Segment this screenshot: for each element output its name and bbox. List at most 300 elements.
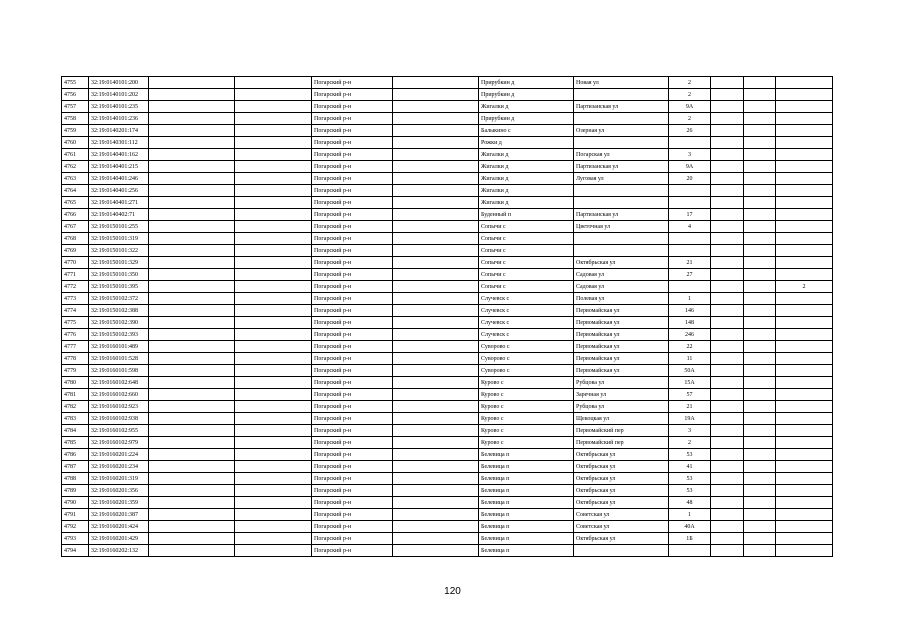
cell-col-6 [393, 293, 479, 305]
cell-col-6 [393, 221, 479, 233]
cell-col-11 [744, 545, 776, 557]
cell-settlement: Курово с [479, 425, 574, 437]
table-row [62, 89, 833, 101]
cell-cadastral-number: 32:19:0160102:938 [89, 413, 149, 425]
cell-col-6 [393, 197, 479, 209]
cell-col-11 [744, 209, 776, 221]
cell-col-11 [744, 521, 776, 533]
cell-house-number: 11 [669, 353, 711, 365]
cell-street: Партизанская ул [574, 209, 669, 221]
table-row [62, 257, 833, 269]
cell-street: Луговая ул [574, 173, 669, 185]
table-row [62, 413, 833, 425]
cell-col-4 [235, 113, 312, 125]
cell-col-6 [393, 269, 479, 281]
cell-col-3 [149, 365, 235, 377]
cell-col-4 [235, 101, 312, 113]
table-row [62, 473, 833, 485]
cell-col-11 [744, 473, 776, 485]
table-row [62, 449, 833, 461]
cell-col-10 [711, 509, 744, 521]
cell-house-number: 3 [669, 425, 711, 437]
cell-col-10 [711, 473, 744, 485]
cell-col-11 [744, 305, 776, 317]
cell-col-4 [235, 173, 312, 185]
cell-district: Погарский р-н [312, 353, 393, 365]
cell-col-4 [235, 353, 312, 365]
cell-district: Погарский р-н [312, 209, 393, 221]
cell-street: Цветочная ул [574, 221, 669, 233]
cell-col-11 [744, 413, 776, 425]
cell-col-3 [149, 185, 235, 197]
cell-col-3 [149, 281, 235, 293]
cell-col-6 [393, 461, 479, 473]
cell-col-10 [711, 185, 744, 197]
cell-street [574, 113, 669, 125]
cell-col-6 [393, 509, 479, 521]
table-row [62, 533, 833, 545]
table-row [62, 245, 833, 257]
cell-col-12 [776, 233, 833, 245]
cell-col-11 [744, 77, 776, 89]
cell-col-10 [711, 497, 744, 509]
cell-street: Октябрьская ул [574, 485, 669, 497]
table-row [62, 461, 833, 473]
cell-col-3 [149, 329, 235, 341]
cell-district: Погарский р-н [312, 269, 393, 281]
cell-col-6 [393, 89, 479, 101]
cell-col-3 [149, 77, 235, 89]
cell-cadastral-number: 32:19:0160201:429 [89, 533, 149, 545]
cell-cadastral-number: 32:19:0150101:319 [89, 233, 149, 245]
cell-col-4 [235, 305, 312, 317]
cell-col-12 [776, 89, 833, 101]
cell-col-10 [711, 233, 744, 245]
cell-settlement: Сопычи с [479, 257, 574, 269]
table-row [62, 305, 833, 317]
cell-col-6 [393, 233, 479, 245]
cell-col-3 [149, 425, 235, 437]
cell-col-6 [393, 425, 479, 437]
cell-col-3 [149, 377, 235, 389]
cell-col-12 [776, 497, 833, 509]
cell-street: Садовая ул [574, 269, 669, 281]
cell-col-4 [235, 461, 312, 473]
cell-col-6 [393, 473, 479, 485]
cell-district: Погарский р-н [312, 221, 393, 233]
cell-col-6 [393, 173, 479, 185]
cell-record-number: 4780 [62, 377, 89, 389]
cell-record-number: 4794 [62, 545, 89, 557]
cell-house-number: 21 [669, 401, 711, 413]
cell-col-11 [744, 257, 776, 269]
cell-street: Октябрьская ул [574, 449, 669, 461]
cell-col-12 [776, 377, 833, 389]
cell-settlement: Курово с [479, 401, 574, 413]
cell-cadastral-number: 32:19:0150102:390 [89, 317, 149, 329]
cell-col-10 [711, 257, 744, 269]
cell-col-10 [711, 245, 744, 257]
cell-district: Погарский р-н [312, 161, 393, 173]
cell-col-12 [776, 245, 833, 257]
cell-district: Погарский р-н [312, 461, 393, 473]
table-row [62, 173, 833, 185]
cell-record-number: 4767 [62, 221, 89, 233]
cell-district: Погарский р-н [312, 437, 393, 449]
cell-district: Погарский р-н [312, 521, 393, 533]
cell-record-number: 4784 [62, 425, 89, 437]
cell-record-number: 4774 [62, 305, 89, 317]
table-row [62, 125, 833, 137]
cell-cadastral-number: 32:19:0150101:350 [89, 269, 149, 281]
cell-col-6 [393, 149, 479, 161]
cell-house-number [669, 545, 711, 557]
cell-col-4 [235, 533, 312, 545]
cell-cadastral-number: 32:19:0150102:393 [89, 329, 149, 341]
cell-col-3 [149, 197, 235, 209]
cell-street: Октябрьская ул [574, 497, 669, 509]
cell-col-6 [393, 353, 479, 365]
cell-settlement: Курово с [479, 389, 574, 401]
cell-col-10 [711, 305, 744, 317]
cell-record-number: 4792 [62, 521, 89, 533]
cell-house-number: 148 [669, 317, 711, 329]
cell-settlement: Суворово с [479, 365, 574, 377]
cell-house-number: 2 [669, 89, 711, 101]
cell-col-11 [744, 353, 776, 365]
cell-record-number: 4783 [62, 413, 89, 425]
cell-street: Садовая ул [574, 281, 669, 293]
cell-col-6 [393, 101, 479, 113]
cell-record-number: 4778 [62, 353, 89, 365]
cell-col-4 [235, 233, 312, 245]
cell-district: Погарский р-н [312, 425, 393, 437]
cell-house-number: 53 [669, 485, 711, 497]
cell-col-6 [393, 257, 479, 269]
table-row [62, 497, 833, 509]
cell-record-number: 4766 [62, 209, 89, 221]
cell-col-6 [393, 245, 479, 257]
cell-col-11 [744, 269, 776, 281]
cell-house-number: 15А [669, 377, 711, 389]
cell-cadastral-number: 32:19:0140101:236 [89, 113, 149, 125]
cell-col-4 [235, 521, 312, 533]
cell-col-3 [149, 161, 235, 173]
cell-col-6 [393, 341, 479, 353]
cell-record-number: 4761 [62, 149, 89, 161]
table-row [62, 221, 833, 233]
cell-house-number: 9А [669, 101, 711, 113]
cell-settlement: Белевица п [479, 497, 574, 509]
cell-col-12 [776, 341, 833, 353]
cell-district: Погарский р-н [312, 77, 393, 89]
cell-settlement: Суворово с [479, 353, 574, 365]
cell-col-6 [393, 365, 479, 377]
cell-house-number: 17 [669, 209, 711, 221]
cell-cadastral-number: 32:19:0160201:319 [89, 473, 149, 485]
cell-col-4 [235, 161, 312, 173]
cell-cadastral-number: 32:19:0140301:112 [89, 137, 149, 149]
cell-col-4 [235, 149, 312, 161]
cell-col-3 [149, 353, 235, 365]
cell-col-10 [711, 377, 744, 389]
table-row [62, 329, 833, 341]
cell-col-4 [235, 185, 312, 197]
cell-record-number: 4790 [62, 497, 89, 509]
cell-settlement: Белевица п [479, 509, 574, 521]
cell-col-11 [744, 185, 776, 197]
cell-settlement: Белевица п [479, 449, 574, 461]
cell-col-4 [235, 89, 312, 101]
cell-col-4 [235, 509, 312, 521]
cell-record-number: 4772 [62, 281, 89, 293]
cell-col-4 [235, 377, 312, 389]
cell-house-number: 20 [669, 173, 711, 185]
cell-cadastral-number: 32:19:0160201:234 [89, 461, 149, 473]
cell-district: Погарский р-н [312, 509, 393, 521]
cell-district: Погарский р-н [312, 149, 393, 161]
cell-cadastral-number: 32:19:0140401:162 [89, 149, 149, 161]
cell-col-10 [711, 281, 744, 293]
cell-street: Полевая ул [574, 293, 669, 305]
cell-settlement: Сопычи с [479, 245, 574, 257]
table-row [62, 161, 833, 173]
table-row [62, 233, 833, 245]
cell-district: Погарский р-н [312, 341, 393, 353]
cell-street: Рубцова ул [574, 377, 669, 389]
table-row [62, 353, 833, 365]
cell-settlement: Жигалки д [479, 185, 574, 197]
table-row [62, 317, 833, 329]
cell-house-number: 19А [669, 413, 711, 425]
cell-col-4 [235, 281, 312, 293]
cell-col-6 [393, 437, 479, 449]
cell-col-4 [235, 257, 312, 269]
cell-settlement: Белевица п [479, 485, 574, 497]
cell-col-10 [711, 77, 744, 89]
cell-record-number: 4756 [62, 89, 89, 101]
cell-col-3 [149, 317, 235, 329]
cell-cadastral-number: 32:19:0160101:598 [89, 365, 149, 377]
cell-col-11 [744, 509, 776, 521]
cell-col-10 [711, 101, 744, 113]
cell-col-4 [235, 449, 312, 461]
cell-house-number: 22 [669, 341, 711, 353]
cell-col-11 [744, 89, 776, 101]
cell-settlement: Прирубкин д [479, 89, 574, 101]
cell-settlement: Жигалки д [479, 101, 574, 113]
cell-house-number: 26 [669, 125, 711, 137]
cell-street: Новая ул [574, 77, 669, 89]
cell-col-11 [744, 437, 776, 449]
cell-house-number: 246 [669, 329, 711, 341]
table-row [62, 545, 833, 557]
cell-street: Первомайская ул [574, 329, 669, 341]
cell-cadastral-number: 32:19:0160102:955 [89, 425, 149, 437]
cell-district: Погарский р-н [312, 125, 393, 137]
cell-settlement: Сопычи с [479, 281, 574, 293]
cell-cadastral-number: 32:19:0150102:388 [89, 305, 149, 317]
cell-col-12 [776, 185, 833, 197]
table-body [62, 77, 833, 557]
cell-district: Погарский р-н [312, 545, 393, 557]
cell-record-number: 4765 [62, 197, 89, 209]
cell-record-number: 4773 [62, 293, 89, 305]
cell-record-number: 4779 [62, 365, 89, 377]
cell-col-10 [711, 137, 744, 149]
cell-col-12 [776, 317, 833, 329]
cell-street: Октябрьская ул [574, 473, 669, 485]
table-row [62, 425, 833, 437]
cell-col-10 [711, 401, 744, 413]
cell-cadastral-number: 32:19:0160101:489 [89, 341, 149, 353]
cell-cadastral-number: 32:19:0140101:235 [89, 101, 149, 113]
cell-district: Погарский р-н [312, 389, 393, 401]
cell-district: Погарский р-н [312, 401, 393, 413]
cell-col-12 [776, 401, 833, 413]
cell-district: Погарский р-н [312, 257, 393, 269]
cell-col-11 [744, 125, 776, 137]
cell-col-3 [149, 149, 235, 161]
cell-col-10 [711, 317, 744, 329]
table-row [62, 209, 833, 221]
cell-district: Погарский р-н [312, 293, 393, 305]
cell-house-number: 2 [669, 77, 711, 89]
cell-col-6 [393, 401, 479, 413]
cell-col-6 [393, 497, 479, 509]
cell-col-11 [744, 221, 776, 233]
cell-col-3 [149, 545, 235, 557]
cell-house-number: 1 [669, 293, 711, 305]
cell-col-10 [711, 341, 744, 353]
table-row [62, 365, 833, 377]
registry-table [61, 76, 833, 557]
cell-settlement: Курово с [479, 437, 574, 449]
cell-street: Первомайский пер [574, 437, 669, 449]
cell-col-11 [744, 245, 776, 257]
cell-house-number [669, 137, 711, 149]
cell-house-number: 4 [669, 221, 711, 233]
cell-street: Щекоцкая ул [574, 413, 669, 425]
cell-col-12 [776, 425, 833, 437]
cell-col-12 [776, 533, 833, 545]
cell-col-12 [776, 449, 833, 461]
cell-col-3 [149, 473, 235, 485]
cell-house-number: 1Б [669, 533, 711, 545]
table-row [62, 197, 833, 209]
cell-settlement: Белевица п [479, 461, 574, 473]
table-row [62, 269, 833, 281]
cell-district: Погарский р-н [312, 197, 393, 209]
cell-col-11 [744, 533, 776, 545]
cell-col-6 [393, 485, 479, 497]
cell-col-12 [776, 221, 833, 233]
cell-col-4 [235, 425, 312, 437]
cell-record-number: 4785 [62, 437, 89, 449]
cell-col-3 [149, 509, 235, 521]
cell-col-4 [235, 545, 312, 557]
cell-settlement: Рожки д [479, 137, 574, 149]
cell-col-4 [235, 245, 312, 257]
cell-street [574, 545, 669, 557]
cell-record-number: 4760 [62, 137, 89, 149]
cell-house-number: 2 [669, 437, 711, 449]
cell-col-6 [393, 377, 479, 389]
table-row [62, 113, 833, 125]
cell-cadastral-number: 32:19:0140101:202 [89, 89, 149, 101]
cell-cadastral-number: 32:19:0160102:648 [89, 377, 149, 389]
cell-col-12 [776, 545, 833, 557]
cell-col-11 [744, 497, 776, 509]
cell-settlement: Жигалки д [479, 149, 574, 161]
cell-cadastral-number: 32:19:0140101:200 [89, 77, 149, 89]
cell-col-12 [776, 365, 833, 377]
cell-col-11 [744, 329, 776, 341]
cell-house-number: 53 [669, 473, 711, 485]
cell-col-6 [393, 329, 479, 341]
cell-cadastral-number: 32:19:0150101:255 [89, 221, 149, 233]
cell-col-10 [711, 425, 744, 437]
cell-col-3 [149, 341, 235, 353]
cell-col-11 [744, 461, 776, 473]
cell-col-11 [744, 161, 776, 173]
cell-house-number: 146 [669, 305, 711, 317]
cell-district: Погарский р-н [312, 101, 393, 113]
cell-col-4 [235, 77, 312, 89]
cell-col-6 [393, 209, 479, 221]
cell-settlement: Прирубкин д [479, 113, 574, 125]
cell-settlement: Сопычи с [479, 221, 574, 233]
cell-col-10 [711, 461, 744, 473]
cell-district: Погарский р-н [312, 89, 393, 101]
cell-district: Погарский р-н [312, 329, 393, 341]
cell-col-12 [776, 173, 833, 185]
cell-col-4 [235, 197, 312, 209]
cell-settlement: Белевица п [479, 521, 574, 533]
cell-street: Советская ул [574, 509, 669, 521]
cell-record-number: 4788 [62, 473, 89, 485]
cell-col-12 [776, 125, 833, 137]
cell-col-3 [149, 245, 235, 257]
cell-col-10 [711, 485, 744, 497]
cell-col-4 [235, 473, 312, 485]
cell-cadastral-number: 32:19:0160201:387 [89, 509, 149, 521]
cell-street: Заречная ул [574, 389, 669, 401]
cell-street [574, 197, 669, 209]
cell-col-6 [393, 449, 479, 461]
cell-col-12 [776, 461, 833, 473]
cell-street [574, 185, 669, 197]
cell-cadastral-number: 32:19:0160102:923 [89, 401, 149, 413]
cell-house-number: 1 [669, 509, 711, 521]
cell-cadastral-number: 32:19:0160102:979 [89, 437, 149, 449]
cell-house-number [669, 185, 711, 197]
cell-district: Погарский р-н [312, 113, 393, 125]
cell-col-12 [776, 113, 833, 125]
cell-col-12 [776, 521, 833, 533]
cell-settlement: Жигалки д [479, 197, 574, 209]
cell-record-number: 4771 [62, 269, 89, 281]
cell-record-number: 4782 [62, 401, 89, 413]
cell-col-3 [149, 521, 235, 533]
cell-street: Первомайская ул [574, 317, 669, 329]
cell-district: Погарский р-н [312, 473, 393, 485]
cell-house-number: 9А [669, 161, 711, 173]
cell-col-10 [711, 221, 744, 233]
cell-col-11 [744, 233, 776, 245]
cell-settlement: Белевица п [479, 533, 574, 545]
cell-col-11 [744, 389, 776, 401]
